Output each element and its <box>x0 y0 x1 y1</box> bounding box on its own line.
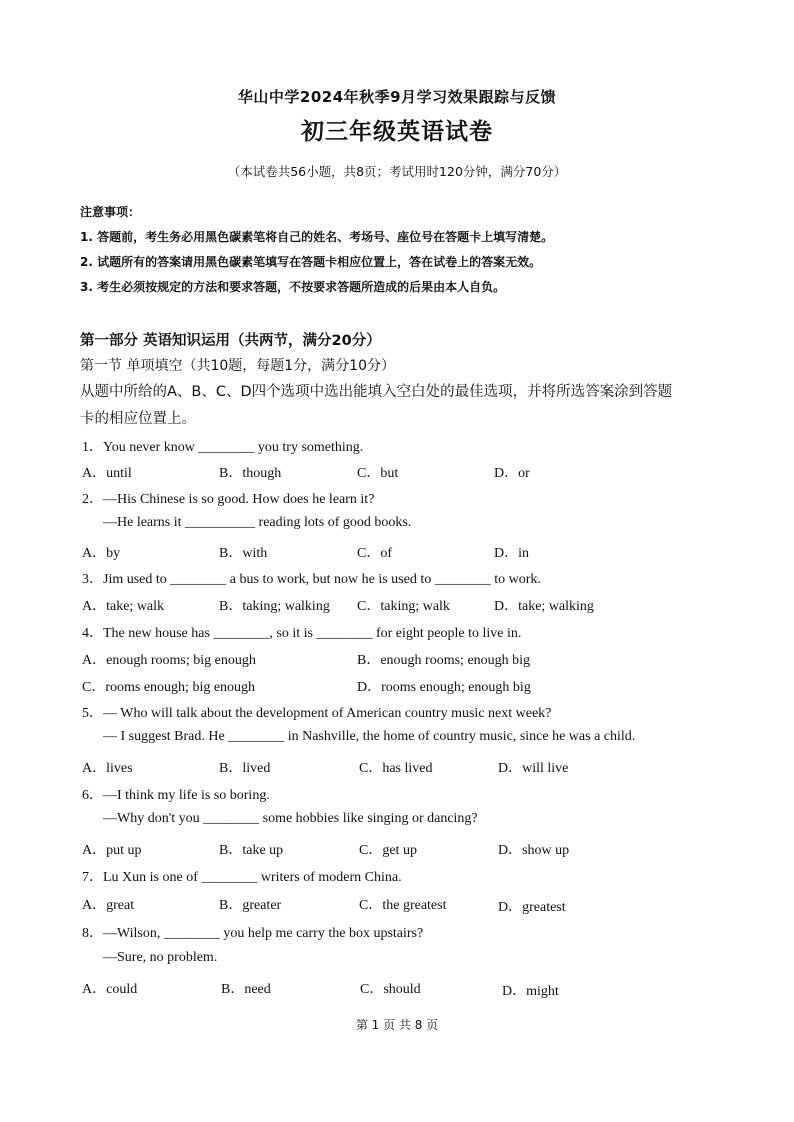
option-a: A．could <box>82 982 138 997</box>
option-b: B．taking; walking <box>219 599 330 614</box>
option-c: C．the greatest <box>359 898 447 913</box>
option-c: C．rooms enough; big enough <box>82 680 256 695</box>
question-stem-line: —Sure, no problem. <box>103 950 218 965</box>
question-stem-line: — I suggest Brad. He ________ in Nashville, the home of country music, since he was a child. <box>103 729 636 744</box>
question-stem: 1．You never know ________ you try something. <box>82 440 364 455</box>
option-d: D．or <box>494 466 530 481</box>
option-a: A．great <box>82 898 135 913</box>
option-c: C．should <box>360 982 421 997</box>
option-d: D．greatest <box>498 900 566 915</box>
school-header: 华山中学2024年秋季9月学习效果跟踪与反馈 <box>237 88 557 106</box>
notice-item: 1. 答题前，考生务必用黑色碳素笔将自己的姓名、考场号、座位号在答题卡上填写清楚。 <box>80 230 554 244</box>
instruction-line: 从题中所给的A、B、C、D四个选项中选出能填入空白处的最佳选项，并将所选答案涂到答题 <box>80 384 673 400</box>
option-a: A．enough rooms; big enough <box>82 653 256 668</box>
instruction-line: 卡的相应位置上。 <box>80 411 196 427</box>
option-a: A．put up <box>82 843 142 858</box>
notice-item: 3. 考生必须按规定的方法和要求答题，不按要求答题所造成的后果由本人自负。 <box>80 280 506 294</box>
option-a: A．until <box>82 466 132 481</box>
option-d: D．in <box>494 546 529 561</box>
option-b: B．enough rooms; enough big <box>357 653 531 668</box>
option-d: D．rooms enough; enough big <box>357 680 531 695</box>
page-footer: 第 1 页 共 8 页 <box>355 1018 439 1032</box>
question-stem: 8．—Wilson, ________ you help me carry the box upstairs? <box>82 926 424 941</box>
option-c: C．get up <box>359 843 417 858</box>
option-d: D．show up <box>498 843 570 858</box>
option-c: C．has lived <box>359 761 433 776</box>
option-c: C．of <box>357 546 392 561</box>
option-b: B．greater <box>219 898 282 913</box>
option-a: A．by <box>82 546 121 561</box>
part-title: 第一部分 英语知识运用（共两节，满分20分） <box>80 333 381 349</box>
question-stem: 5．— Who will talk about the development of American country music next week? <box>82 706 552 721</box>
question-stem: 2．—His Chinese is so good. How does he learn it? <box>82 492 375 507</box>
notice-heading: 注意事项： <box>80 205 141 219</box>
option-d: D．might <box>502 984 559 999</box>
question-stem: 7．Lu Xun is one of ________ writers of modern China. <box>82 870 402 885</box>
option-d: D．will live <box>498 761 569 776</box>
notice-item: 2. 试题所有的答案请用黑色碳素笔填写在答题卡相应位置上，答在试卷上的答案无效。 <box>80 255 542 269</box>
question-stem: 3．Jim used to ________ a bus to work, but now he is used to ________ to work. <box>82 572 541 587</box>
option-b: B．take up <box>219 843 284 858</box>
question-stem-line: —Why don't you ________ some hobbies like singing or dancing? <box>103 811 478 826</box>
exam-subtitle: （本试卷共56小题，共8页；考试用时120分钟，满分70分） <box>227 164 567 179</box>
exam-title: 初三年级英语试卷 <box>301 119 493 145</box>
option-d: D．take; walking <box>494 599 594 614</box>
question-stem: 4．The new house has ________, so it is ________ for eight people to live in. <box>82 626 522 641</box>
question-stem-line: —He learns it __________ reading lots of good books. <box>103 515 412 530</box>
option-a: A．take; walk <box>82 599 165 614</box>
option-c: C．taking; walk <box>357 599 450 614</box>
question-stem: 6．—I think my life is so boring. <box>82 788 270 803</box>
option-b: B．lived <box>219 761 271 776</box>
option-c: C．but <box>357 466 399 481</box>
option-a: A．lives <box>82 761 133 776</box>
option-b: B．with <box>219 546 268 561</box>
option-b: B．though <box>219 466 282 481</box>
section-title: 第一节 单项填空（共10题，每题1分，满分10分） <box>80 358 395 374</box>
option-b: B．need <box>221 982 271 997</box>
